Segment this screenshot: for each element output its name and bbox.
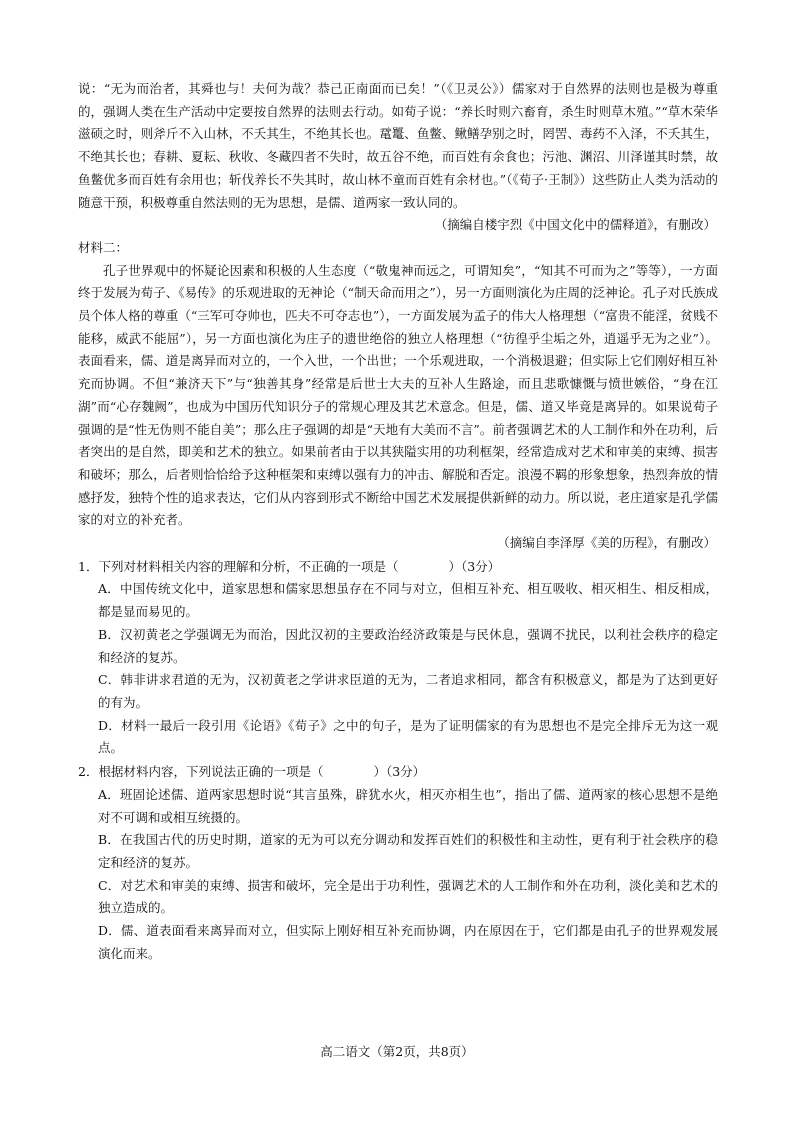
page-content: [78, 78, 718, 965]
question-2-stem: 2．根据材料内容，下列说法正确的一项是（ ）（3分）: [78, 764, 426, 780]
page-footer: 高二语文（第2页，共8页）: [320, 1044, 474, 1059]
material1-paragraph: 说：“无为而治者，其舜也与！夫何为哉？恭己正南面而已矣！”（《卫灵公》）儒家对于自然界的法则也是极为尊重的，强调人类在生产活动中定要按自然界的法则去行动。如荀子说：“养长时则六畜育，杀生时则草木殖。”“草木荣华滋硕之时，则斧斤不入山林，不夭其生，不绝其长也。鼋鼍、鱼鳖、鳅鳝孕别之时，罔罟、毒药不入泽，不夭其生，不绝其长也；春耕、夏耘、秋收、冬藏四者不失时，故五谷不绝，而百姓有余食也；污池、渊沼、川泽谨其时禁，故鱼鳖优多而百姓有余用也；斩伐养长不失其时，故山林不童而百姓有余材也。”（《荀子·王制》）这些防止人类为活动的随意干预，积极尊重自然法则的无为思想，是儒、道两家一致认同的。: [78, 81, 718, 210]
material1-source: （摘编自楼宇烈《中国文化中的儒释道》，有删改）: [434, 217, 716, 233]
question-1-option-b: B．汉初黄老之学强调无为而治，因此汉初的主要政治经济政策是与民休息，强调不扰民，以利社会秩序的稳定和经济的复苏。: [98, 626, 718, 665]
question-1-option-d: D．材料一最后一段引用《论语》《荀子》之中的句子，是为了证明儒家的有为思想也不是完全排斥无为这一观点。: [98, 717, 718, 756]
material2-paragraph: 孔子世界观中的怀疑论因素和积极的人生态度（“敬鬼神而远之，可谓知矣”，“知其不可而为之”等等），一方面终于发展为荀子、《易传》的乐观进取的无神论（“制天命而用之”），另一方面则演化为庄周的泛神论。孔子对氏族成员个体人格的尊重（“三军可夺帅也，匹夫不可夺志也”），一方面发展为孟子的伟大人格理想（“富贵不能淫，贫贱不能移，威武不能屈”），另一方面也演化为庄子的遗世绝俗的独立人格理想（“彷徨乎尘垢之外，逍遥乎无为之业”）。表面看来，儒、道是离异而对立的，一个入世，一个出世；一个乐观进取，一个消极退避；但实际上它们刚好相互补充而协调。不但“兼济天下”与“独善其身”经常是后世士大夫的互补人生路途，而且悲歌慷慨与愤世嫉俗，“身在江湖”而“心存魏阙”，也成为中国历代知识分子的常规心理及其艺术意念。但是，儒、道又毕竟是离异的。如果说荀子强调的是“性无伪则不能自美”；那么庄子强调的却是“天地有大美而不言”。前者强调艺术的人工制作和外在功利，后者突出的是自然，即美和艺术的独立。如果前者由于以其狭隘实用的功利框架，经常造成对艺术和审美的束缚、损害和破坏；那么，后者则恰恰给予这种框架和束缚以强有力的冲击、解脱和否定。浪漫不羁的形象想象，热烈奔放的情感抒发，独特个性的追求表达，它们从内容到形式不断给中国艺术发展提供新鲜的动力。所以说，老庄道家是孔学儒家的对立的补充者。: [78, 262, 718, 528]
material2-source: （摘编自李泽厚《美的历程》，有删改）: [497, 535, 716, 551]
question-2-option-b: B．在我国古代的历史时期，道家的无为可以充分调动和发挥百姓们的积极性和主动性，更有利于社会秩序的稳定和经济的复苏。: [98, 832, 718, 870]
question-1-option-c: C．韩非讲求君道的无为，汉初黄老之学讲求臣道的无为，二者追求相同，都含有积极意义，都是为了达到更好的有为。: [98, 672, 718, 710]
question-2-option-d: D．儒、道表面看来离异而对立，但实际上刚好相互补充而协调，内在原因在于，它们都是由孔子的世界观发展演化而来。: [98, 923, 718, 961]
question-2-option-a: A．班固论述儒、道两家思想时说“其言虽殊，辟犹水火，相灭亦相生也”，指出了儒、道两家的核心思想不是绝对不可调和或相互统摄的。: [98, 786, 718, 825]
question-2-option-c: C．对艺术和审美的束缚、损害和破坏，完全是出于功利性，强调艺术的人工制作和外在功利，淡化美和艺术的独立造成的。: [98, 877, 718, 916]
material2-label: 材料二：: [78, 239, 129, 255]
question-1-stem: 1．下列对材料相关内容的理解和分析，不正确的一项是（ ）（3分）: [78, 558, 501, 574]
question-1-option-a: A．中国传统文化中，道家思想和儒家思想虽存在不同与对立，但相互补充、相互吸收、相灭相生、相反相成，都是显而易见的。: [98, 581, 718, 620]
